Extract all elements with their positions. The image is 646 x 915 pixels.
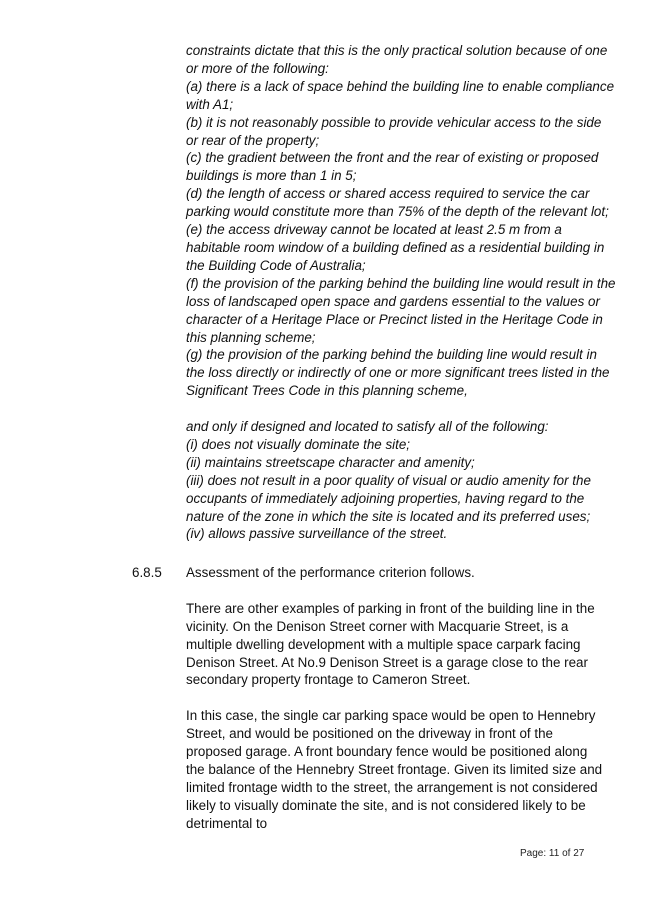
section-body [186,564,606,850]
body-paragraph: There are other examples of parking in front of the building line in the vicinity. On the Denison Street corner with Macquarie Street, is a multiple dwelling development with a multiple space carpark facing Denison Street. At No.9 Denison Street is a garage close to the rear secondary property frontage to Cameron Street. [186,600,595,688]
spacer [186,400,616,418]
quote-line: constraints dictate that this is the only practical solution because of one or more of the following: [186,43,608,76]
condition-item: (i) does not visually dominate the site; [186,436,411,452]
body-paragraph: In this case, the single car parking space would be open to Hennebry Street, and would be positioned on the driveway in front of the proposed garage. A front boundary fence would be positioned along the balance of the Hennebry Street frontage. Given its limited size and limited frontage width to the street, the arrangement is not considered likely to visually dominate the site, and is not considered likely to be detrimental to [186,708,603,831]
section-number: 6.8.5 [132,565,162,580]
quote-line: (g) the provision of the parking behind the building line would result in the loss directly or indirectly of one or more significant trees listed in the Significant Trees Code in this planning scheme, [186,347,610,399]
quote-line: (e) the access driveway cannot be located at least 2.5 m from a habitable room window of a building defined as a residential building in the Building Code of Australia; [186,222,605,273]
performance-criterion-quote [186,42,616,543]
quote-line: (b) it is not reasonably possible to provide vehicular access to the side or rear of the property; [186,114,602,148]
quote-line: (d) the length of access or shared access required to service the car parking would constitute more than 75% of the depth of the relevant lot; [186,186,609,220]
condition-item: (iii) does not result in a poor quality of visual or audio amenity for the occupants of immediately adjoining properties, having regard to the nature of the zone in which the site is located and its preferred uses; [186,472,591,524]
quote-line: (f) the provision of the parking behind the building line would result in the loss of landscaped open space and gardens essential to the values or character of a Heritage Place or Precinct listed in the Heritage Code in this planning scheme; [186,275,616,345]
condition-item: (ii) maintains streetscape character and amenity; [186,454,475,470]
body-paragraph: Assessment of the performance criterion follows. [186,565,475,580]
conditions-intro: and only if designed and located to satisfy all of the following: [186,419,549,435]
quote-line: (a) there is a lack of space behind the building line to enable compliance with A1; [186,78,615,112]
quote-line: (c) the gradient between the front and the rear of existing or proposed buildings is more than 1 in 5; [186,150,599,184]
page-number: Page: 11 of 27 [520,848,585,859]
condition-item: (iv) allows passive surveillance of the street. [186,526,448,542]
